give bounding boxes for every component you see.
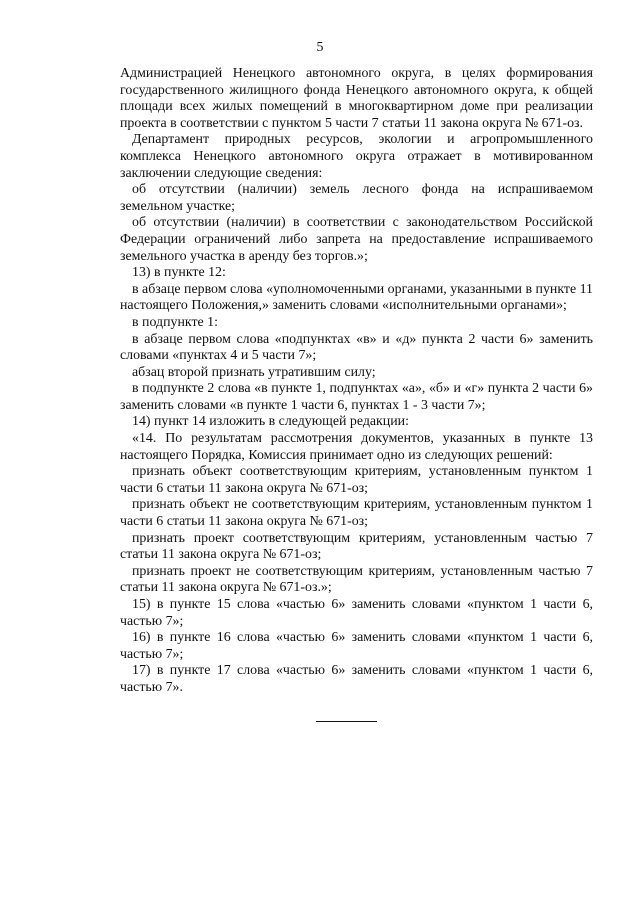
paragraph: об отсутствии (наличии) в соответствии с законодательством Российской Федерации ограничений либо запрета на предоставление испрашиваемого земельного участка в аренду без торгов.»;	[120, 215, 593, 264]
paragraph: Администрацией Ненецкого автономного округа, в целях формирования государственного жилищного фонда Ненецкого автономного округа, к общей площади всех жилых помещений в многоквартирном доме при реализации проекта в соответствии с пунктом 5 части 7 статьи 11 закона округа № 671-оз.	[120, 66, 593, 131]
paragraph: в абзаце первом слова «подпунктах «в» и «д» пункта 2 части 6» заменить словами «пунктах 4 и 5 части 7»;	[120, 331, 593, 364]
paragraph: об отсутствии (наличии) земель лесного фонда на испрашиваемом земельном участке;	[120, 182, 593, 214]
paragraph: в абзаце первом слова «уполномоченными органами, указанными в пункте 11 настоящего Положения,» заменить словами «исполнительными органами»;	[120, 281, 593, 314]
paragraph: Департамент природных ресурсов, экологии и агропромышленного комплекса Ненецкого автономного округа отражает в мотивированном заключении следующие сведения:	[120, 132, 593, 181]
page-number: 5	[316, 40, 324, 55]
paragraph: признать объект соответствующим критериям, установленным пунктом 1 части 6 статьи 11 закона округа № 671-оз;	[120, 464, 593, 496]
paragraph: в подпункте 2 слова «в пункте 1, подпунктах «а», «б» и «г» пункта 2 части 6» заменить словами «в пункте 1 части 6, пунктах 1 - 3 части 7»;	[120, 381, 593, 413]
paragraph: 17) в пункте 17 слова «частью 6» заменить словами «пунктом 1 части 6, частью 7».	[120, 663, 593, 695]
paragraph: абзац второй признать утратившим силу;	[132, 364, 376, 380]
paragraph: 16) в пункте 16 слова «частью 6» заменить словами «пунктом 1 части 6, частью 7»;	[120, 630, 593, 662]
paragraph: признать проект соответствующим критериям, установленным частью 7 статьи 11 закона округа № 671-оз;	[120, 530, 593, 563]
paragraph: 15) в пункте 15 слова «частью 6» заменить словами «пунктом 1 части 6, частью 7»;	[120, 597, 593, 629]
paragraph: 14) пункт 14 изложить в следующей редакции:	[132, 414, 409, 430]
paragraph: признать объект не соответствующим критериям, установленным пунктом 1 части 6 статьи 11 закона округа № 671-оз;	[120, 497, 593, 530]
paragraph: 13) в пункте 12:	[132, 265, 226, 281]
document-body	[120, 66, 593, 697]
paragraph: признать проект не соответствующим критериям, установленным частью 7 статьи 11 закона округа № 671-оз.»;	[120, 563, 593, 596]
paragraph: «14. По результатам рассмотрения документов, указанных в пункте 13 настоящего Порядка, Комиссия принимает одно из следующих решений:	[120, 431, 593, 463]
end-separator-line	[316, 721, 377, 722]
paragraph: в подпункте 1:	[132, 314, 218, 330]
